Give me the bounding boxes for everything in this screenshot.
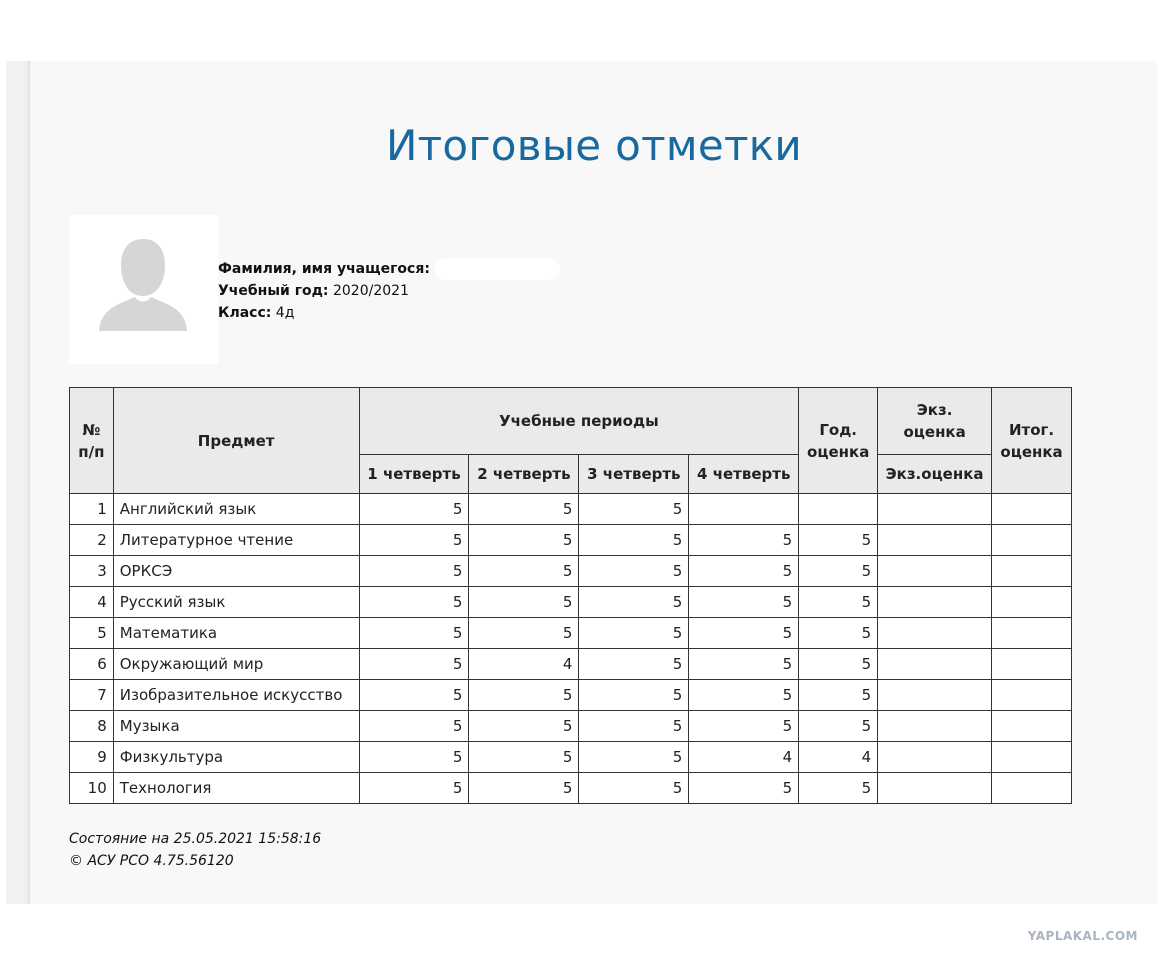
grade-q2: 5 xyxy=(469,494,579,525)
grade-year: 4 xyxy=(799,742,878,773)
grade-q4: 5 xyxy=(689,649,799,680)
grade-final xyxy=(992,556,1072,587)
grade-q1: 5 xyxy=(359,649,469,680)
grade-q2: 5 xyxy=(469,680,579,711)
grade-final xyxy=(992,742,1072,773)
copyright: © АСУ РСО 4.75.56120 xyxy=(69,853,234,869)
grades-table xyxy=(69,387,1072,804)
subject-name: Английский язык xyxy=(113,494,359,525)
subject-name: Математика xyxy=(113,618,359,649)
row-number: 1 xyxy=(70,494,114,525)
grade-q4: 5 xyxy=(689,618,799,649)
subject-name: Русский язык xyxy=(113,587,359,618)
grade-final xyxy=(992,773,1072,804)
grade-year xyxy=(799,494,878,525)
subject-name: Физкультура xyxy=(113,742,359,773)
header-year-grade: Год. оценка xyxy=(799,388,878,494)
grade-final xyxy=(992,680,1072,711)
table-row xyxy=(70,773,1072,804)
table-header-row xyxy=(70,388,1072,455)
grade-q1: 5 xyxy=(359,618,469,649)
grade-exam xyxy=(878,494,992,525)
grade-final xyxy=(992,618,1072,649)
grade-final xyxy=(992,525,1072,556)
header-period-3: 3 четверть xyxy=(579,455,689,494)
grade-exam xyxy=(878,773,992,804)
grade-q2: 5 xyxy=(469,618,579,649)
row-number: 10 xyxy=(70,773,114,804)
page-title: Итоговые отметки xyxy=(385,121,803,170)
class-label: Класс: xyxy=(218,305,272,321)
grade-q1: 5 xyxy=(359,773,469,804)
status-timestamp: Состояние на 25.05.2021 15:58:16 xyxy=(69,831,322,847)
school-year-value: 2020/2021 xyxy=(332,283,409,299)
grade-q1: 5 xyxy=(359,711,469,742)
grade-q3: 5 xyxy=(579,649,689,680)
grade-q3: 5 xyxy=(579,587,689,618)
grade-q1: 5 xyxy=(359,587,469,618)
grade-year: 5 xyxy=(799,618,878,649)
header-period-1: 1 четверть xyxy=(359,455,469,494)
grade-q4: 4 xyxy=(689,742,799,773)
grade-exam xyxy=(878,618,992,649)
header-num: № п/п xyxy=(70,388,114,494)
grade-final xyxy=(992,587,1072,618)
grade-final xyxy=(992,711,1072,742)
grade-q3: 5 xyxy=(579,494,689,525)
watermark: YAPLAKAL.COM xyxy=(1027,929,1138,943)
header-periods: Учебные периоды xyxy=(359,388,799,455)
class-line xyxy=(218,302,560,324)
table-row xyxy=(70,680,1072,711)
row-number: 7 xyxy=(70,680,114,711)
grade-q2: 5 xyxy=(469,742,579,773)
row-number: 9 xyxy=(70,742,114,773)
header-period-4: 4 четверть xyxy=(689,455,799,494)
grade-q3: 5 xyxy=(579,742,689,773)
grade-exam xyxy=(878,649,992,680)
grade-exam xyxy=(878,742,992,773)
grade-q3: 5 xyxy=(579,525,689,556)
header-subject: Предмет xyxy=(113,388,359,494)
grade-q2: 5 xyxy=(469,556,579,587)
grade-q1: 5 xyxy=(359,525,469,556)
student-name-value xyxy=(434,258,560,280)
school-year-label: Учебный год: xyxy=(218,283,329,299)
grades-body xyxy=(70,494,1072,804)
grade-q3: 5 xyxy=(579,711,689,742)
grade-q2: 5 xyxy=(469,711,579,742)
table-row xyxy=(70,649,1072,680)
header-final-grade: Итог. оценка xyxy=(992,388,1072,494)
table-row xyxy=(70,742,1072,773)
grade-q1: 5 xyxy=(359,742,469,773)
grade-q4: 5 xyxy=(689,556,799,587)
header-exam-sub: Экз.оценка xyxy=(878,455,992,494)
grade-q3: 5 xyxy=(579,680,689,711)
grade-q1: 5 xyxy=(359,680,469,711)
header-exam-grade: Экз. оценка xyxy=(878,388,992,455)
table-row xyxy=(70,587,1072,618)
grade-q4: 5 xyxy=(689,525,799,556)
student-info xyxy=(218,258,560,324)
subject-name: ОРКСЭ xyxy=(113,556,359,587)
class-value: 4д xyxy=(275,305,295,321)
grade-q3: 5 xyxy=(579,556,689,587)
grade-q2: 5 xyxy=(469,773,579,804)
grade-year: 5 xyxy=(799,680,878,711)
row-number: 6 xyxy=(70,649,114,680)
grade-exam xyxy=(878,680,992,711)
grade-year: 5 xyxy=(799,556,878,587)
subject-name: Окружающий мир xyxy=(113,649,359,680)
grade-q4 xyxy=(689,494,799,525)
table-row xyxy=(70,525,1072,556)
subject-name: Технология xyxy=(113,773,359,804)
grade-exam xyxy=(878,525,992,556)
table-row xyxy=(70,618,1072,649)
grade-year: 5 xyxy=(799,649,878,680)
row-number: 5 xyxy=(70,618,114,649)
panel-left-edge xyxy=(6,61,30,904)
row-number: 3 xyxy=(70,556,114,587)
footer xyxy=(69,828,321,872)
grade-final xyxy=(992,494,1072,525)
avatar-silhouette-icon xyxy=(69,215,218,364)
subject-name: Изобразительное искусство xyxy=(113,680,359,711)
grade-q3: 5 xyxy=(579,773,689,804)
student-name-label: Фамилия, имя учащегося: xyxy=(218,261,430,277)
student-photo-placeholder xyxy=(69,215,218,364)
grade-q4: 5 xyxy=(689,587,799,618)
school-year-line xyxy=(218,280,560,302)
grade-q2: 5 xyxy=(469,587,579,618)
row-number: 2 xyxy=(70,525,114,556)
grade-q1: 5 xyxy=(359,494,469,525)
grade-q1: 5 xyxy=(359,556,469,587)
grade-q2: 5 xyxy=(469,525,579,556)
header-period-2: 2 четверть xyxy=(469,455,579,494)
grade-q3: 5 xyxy=(579,618,689,649)
table-row xyxy=(70,494,1072,525)
grade-q4: 5 xyxy=(689,680,799,711)
grade-year: 5 xyxy=(799,525,878,556)
subject-name: Музыка xyxy=(113,711,359,742)
grade-exam xyxy=(878,587,992,618)
grade-q4: 5 xyxy=(689,711,799,742)
table-row xyxy=(70,711,1072,742)
grade-year: 5 xyxy=(799,773,878,804)
grade-exam xyxy=(878,711,992,742)
grade-year: 5 xyxy=(799,587,878,618)
grade-q4: 5 xyxy=(689,773,799,804)
grade-year: 5 xyxy=(799,711,878,742)
grade-q2: 4 xyxy=(469,649,579,680)
grade-exam xyxy=(878,556,992,587)
subject-name: Литературное чтение xyxy=(113,525,359,556)
table-row xyxy=(70,556,1072,587)
student-name-line xyxy=(218,258,560,280)
row-number: 4 xyxy=(70,587,114,618)
grade-final xyxy=(992,649,1072,680)
row-number: 8 xyxy=(70,711,114,742)
